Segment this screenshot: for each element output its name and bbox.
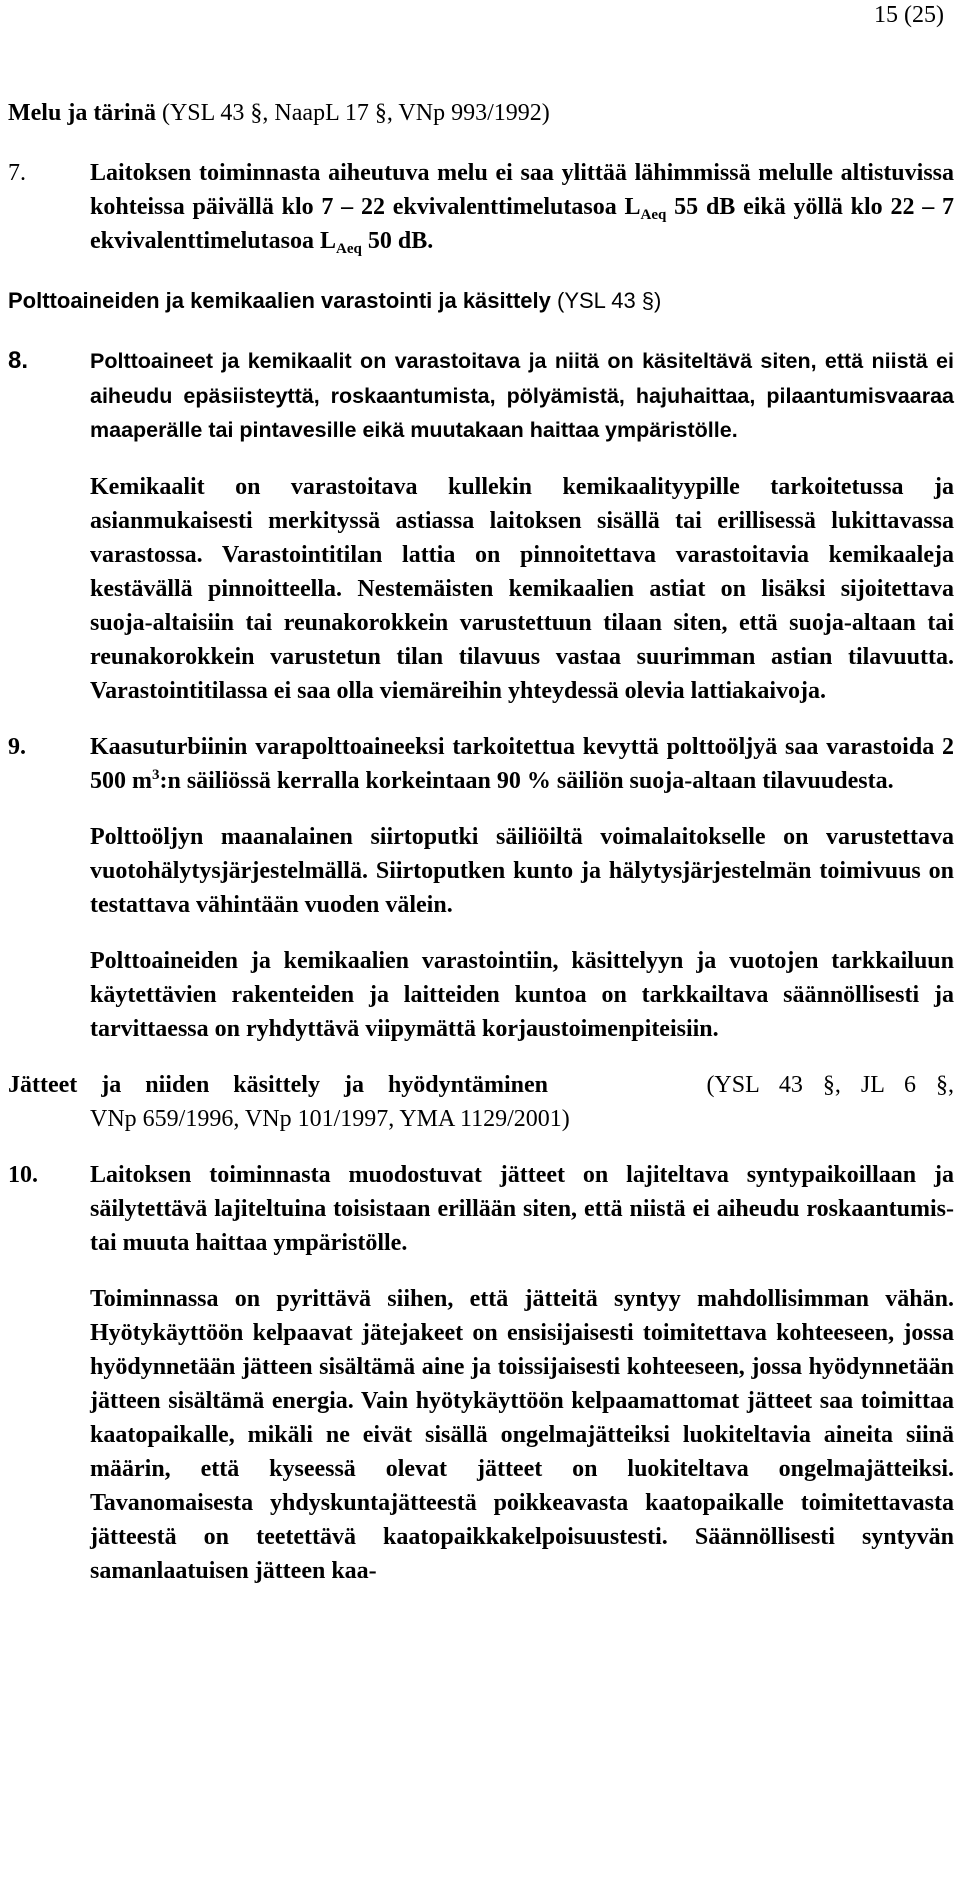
section-heading-fuel (8, 284, 954, 318)
section-heading-noise (8, 96, 954, 130)
provision-10-paragraph-2: Toiminnassa on pyrittävä siihen, että jätteitä syntyy mahdollisimman vähän. Hyötykäyttöön kelpaavat jätejakeet on ensisijaisesti toimitettava kohteeseen, jossa hyödynnetään jätteen sisältämä aine ja toissijaisesti kohteeseen, jossa hyödynnetään jätteen sisältämä energia. Vain hyötykäyttöön kelpaamattomat jätteet saa toimittaa kaatopaikalle, mikäli ne eivät sisällä ongelmajätteiksi luokiteltavia aineita siinä määrin, että kyseessä olevat jätteet on luokiteltava ongelmajätteiksi. Tavanomaisesta yhdyskuntajätteestä poikkeavasta kaatopaikalle toimitettavasta jätteestä on teetettävä kaatopaikkakelpoisuustesti. Säännöllisesti syntyvän samanlaatuisen jätteen kaa- (90, 1285, 954, 1584)
text-part: Kaasuturbiinin varapolttoaineeksi tarkoitettua kevyttä polttoöljyä saa varastoida 2 500 m (90, 733, 954, 794)
text-part: 55 dB eikä yöllä klo 22 – 7 ekvivalenttimelutasoa L (90, 194, 955, 254)
heading-bold: Jätteet ja niiden käsittely ja hyödyntäminen (8, 1071, 548, 1098)
provision-number: 10. (8, 1161, 38, 1188)
heading-reference-line-2: VNp 659/1996, VNp 101/1997, YMA 1129/2001) (90, 1105, 570, 1132)
text-part: 50 dB. (361, 228, 434, 254)
text-part: Laitoksen toiminnasta aiheutuva melu ei saa ylittää lähimmissä melulle altistuvissa kohteissa päivällä klo 7 – 22 ekvivalenttimelutasoa L (90, 160, 954, 220)
provision-number: 8. (8, 347, 29, 374)
provision-text (90, 156, 954, 258)
provision-9-paragraph-2: Polttoöljyn maanalainen siirtoputki säiliöiltä voimalaitokselle on varustettava vuotohälytysjärjestelmällä. Siirtoputken kunto ja hälytysjärjestelmän toimivuus on testattava vähintään vuoden välein. (90, 823, 954, 918)
provision-7 (8, 156, 954, 258)
heading-reference: (YSL 43 §, NaapL 17 §, VNp 993/1992) (155, 100, 550, 126)
section-heading-waste (8, 1068, 954, 1136)
provision-text (90, 730, 954, 798)
heading-bold: Polttoaineiden ja kemikaalien varastointi ja käsittely (8, 288, 551, 313)
provision-number: 7. (8, 160, 26, 186)
heading-reference: (YSL 43 §) (550, 288, 662, 313)
heading-line-1 (8, 1068, 954, 1102)
provision-8 (8, 344, 954, 448)
text-part: :n säiliössä kerralla korkeintaan 90 % säiliön suoja-altaan tilavuudesta. (159, 767, 894, 794)
heading-reference: (YSL 43 §, JL 6 §, (706, 1071, 954, 1098)
heading-bold: Melu ja tärinä (8, 100, 156, 126)
provision-number: 9. (8, 733, 26, 760)
provision-8-paragraph-2: Kemikaalit on varastoitava kullekin kemikaalityypille tarkoitetussa ja asianmukaisesti merkityssä astiassa laitoksen sisällä tai erillisessä lukittavassa varastossa. Varastointitilan lattia on pinnoitettava varastoitavia kemikaaleja kestävällä pinnoitteella. Nestemäisten kemikaalien astiat on lisäksi sijoitettava suoja-altaisiin tai reunakorokkein varustettuun tilaan siten, että suoja-altaan tai reunakorokkein varustetun tilan tilavuus vastaa suurimman astian tilavuutta. Varastointitilassa ei saa olla viemäreihin yhteydessä olevia lattiakaivoja. (90, 473, 954, 704)
provision-9 (8, 730, 954, 798)
provision-9-paragraph-3: Polttoaineiden ja kemikaalien varastointiin, käsittelyyn ja vuotojen tarkkailuun käytettävien rakenteiden ja laitteiden kuntoa on tarkkailtava säännöllisesti ja tarvittaessa on ryhdyttävä viipymättä korjaustoimenpiteisiin. (90, 947, 954, 1042)
provision-text: Laitoksen toiminnasta muodostuvat jätteet on lajiteltava syntypaikoillaan ja säilytettävä lajiteltuina toisistaan erillään siten, että niistä ei aiheudu roskaantumis- tai muuta haittaa ympäristölle. (90, 1161, 954, 1256)
page-number: 15 (25) (874, 2, 944, 28)
subscript: Aeq (336, 241, 362, 257)
provision-text: Polttoaineet ja kemikaalit on varastoitava ja niitä on käsiteltävä siten, että niistä ei aiheudu epäsiisteyttä, roskaantumista, pölyämistä, hajuhaittaa, pilaantumisvaaraa maaperälle tai pintavesille eikä muutakaan haittaa ympäristölle. (90, 349, 954, 442)
provision-10 (8, 1158, 954, 1260)
document-body (8, 96, 954, 1588)
subscript: Aeq (640, 207, 667, 223)
superscript: 3 (152, 766, 160, 783)
